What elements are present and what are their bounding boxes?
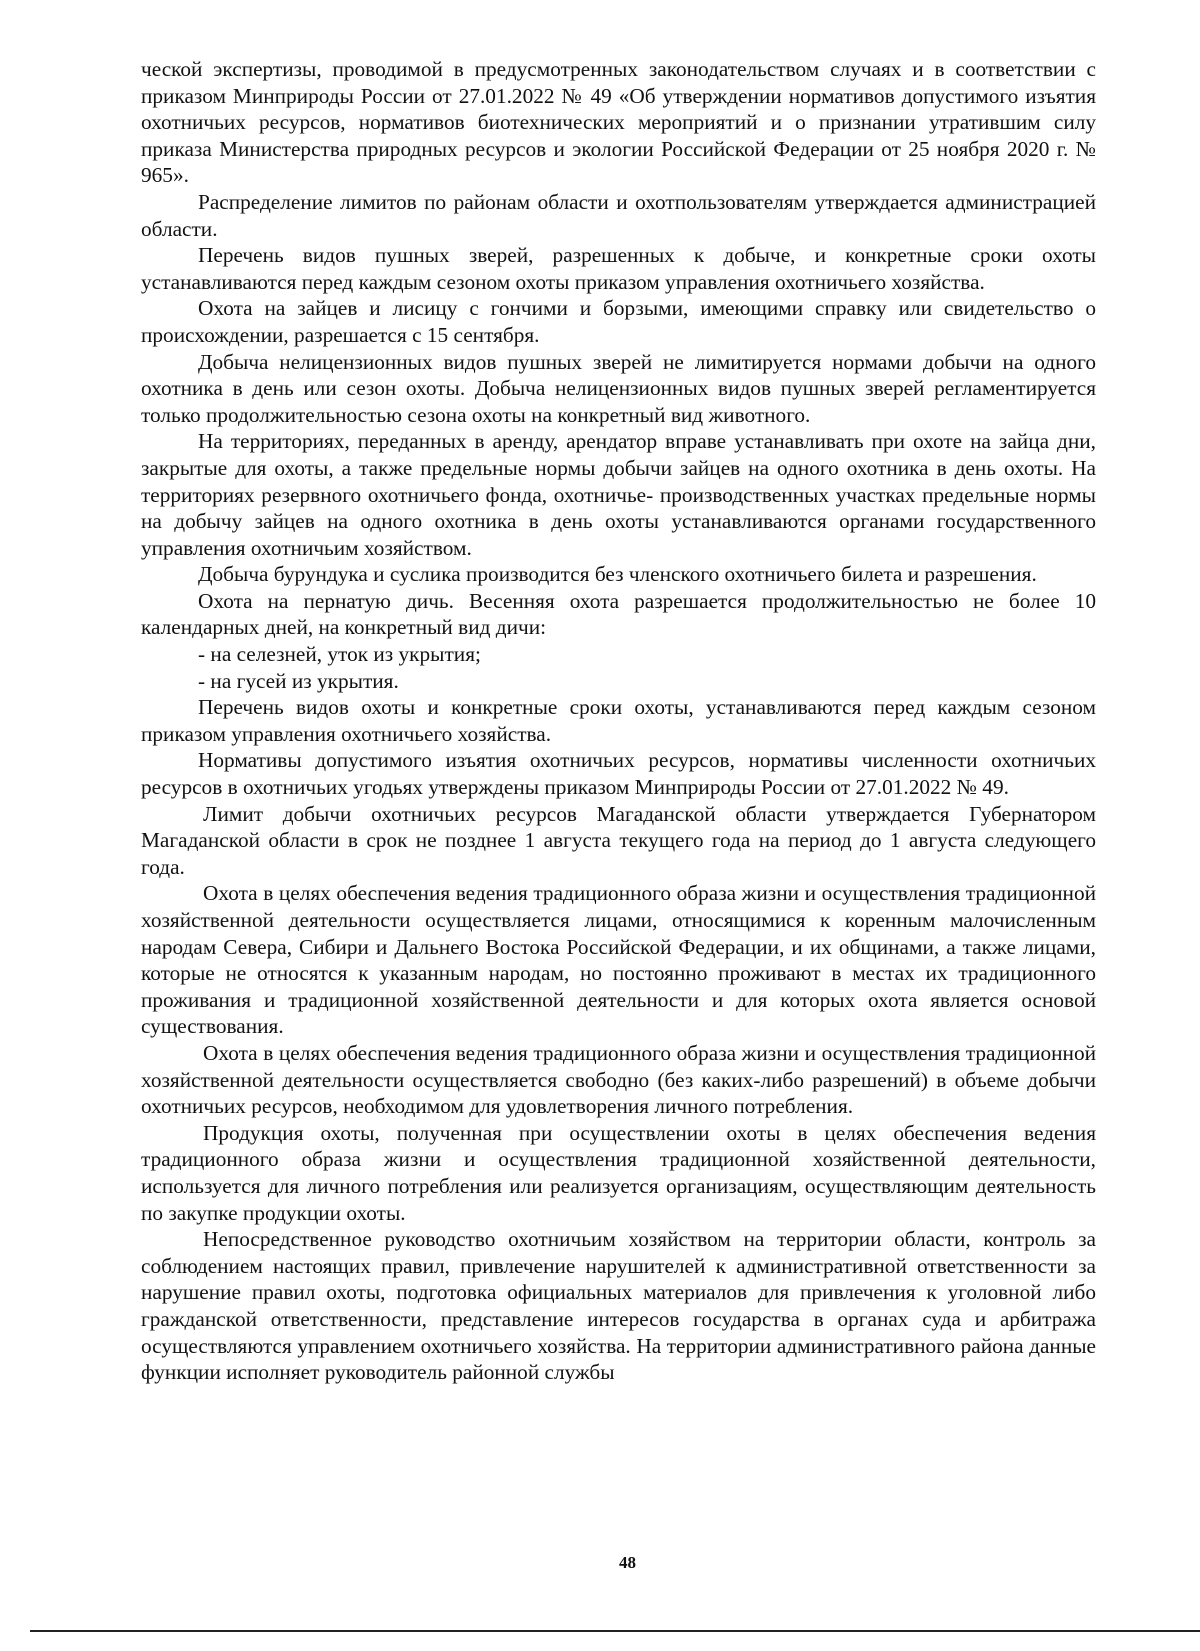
paragraph-governor-limit: Лимит добычи охотничьих ресурсов Магаданской области утверждается Губернатором Магаданской области в срок не позднее 1 августа текущего года на период до 1 августа следующего года. — [141, 801, 1096, 879]
paragraph-hunting-products: Продукция охоты, полученная при осуществлении охоты в целях обеспечения ведения традиционного образа жизни и осуществления традиционной хозяйственной деятельности, используется для личного потребления или реализуется организациям, осуществляющим деятельность по закупке продукции охоты. — [141, 1120, 1096, 1225]
list-item-drakes-ducks: - на селезней, уток из укрытия; — [198, 642, 481, 667]
page-number: 48 — [619, 1553, 636, 1572]
paragraph-chipmunk-gopher: Добыча бурундука и суслика производится без членского охотничьего билета и разрешения. — [198, 562, 1037, 587]
list-item-geese: - на гусей из укрытия. — [198, 668, 399, 693]
document-body — [141, 56, 1096, 1386]
scan-bottom-edge-line — [30, 1630, 1200, 1632]
paragraph-withdrawal-norms: Нормативы допустимого изъятия охотничьих ресурсов, нормативы численности охотничьих ресурсов в охотничьих угодьях утверждены приказом Минприроды России от 27.01.2022 № 49. — [141, 748, 1096, 800]
paragraph-feathered-game: Охота на пернатую дичь. Весенняя охота разрешается продолжительностью не более 10 календарных дней, на конкретный вид дичи: — [141, 588, 1096, 640]
paragraph-limits-distribution: Распределение лимитов по районам области и охотпользователям утверждается администрацией области. — [141, 189, 1096, 241]
paragraph-leased-territories: На территориях, переданных в аренду, арендатор вправе устанавливать при охоте на зайца дни, закрытые для охоты, а также предельные нормы добычи зайцев на одного охотника в день охоты. На территориях резервного охотничьего фонда, охотничье- производственных участках предельные нормы на добычу зайцев на одного охотника в день охоты устанавливаются органами государственного управления охотничьим хозяйством. — [141, 429, 1096, 560]
paragraph-hunting-types-terms: Перечень видов охоты и конкретные сроки охоты, устанавливаются перед каждым сезоном приказом управления охотничьего хозяйства. — [141, 695, 1096, 746]
paragraph-management: Непосредственное руководство охотничьим хозяйством на территории области, контроль за соблюдением настоящих правил, привлечение нарушителей к административной ответственности за нарушение правил охоты, подготовка официальных материалов для привлечения к уголовной либо гражданской ответственности, представление интересов государства в органах суда и арбитража осуществляются управлением охотничьего хозяйства. На территории административного района данные функции исполняет руководитель районной службы — [141, 1227, 1096, 1385]
paragraph-unlicensed-species: Добыча нелицензионных видов пушных зверей не лимитируется нормами добычи на одного охотника в день или сезон охоты. Добыча нелицензионных видов пушных зверей регламентируется только продолжительностью сезона охоты на конкретный вид животного. — [141, 349, 1096, 427]
paragraph-traditional-hunting-persons: Охота в целях обеспечения ведения традиционного образа жизни и осуществления традиционной хозяйственной деятельности осуществляется лицами, относящимися к коренным малочисленным народам Севера, Сибири и Дальнего Востока Российской Федерации, и их общинами, а также лицами, которые не относятся к указанным народам, но постоянно проживают в местах их традиционного проживания и традиционной хозяйственной деятельности и для которых охота является основой существования. — [141, 881, 1096, 1039]
paragraph-fur-species-list: Перечень видов пушных зверей, разрешенных к добыче, и конкретные сроки охоты устанавливаются перед каждым сезоном охоты приказом управления охотничьего хозяйства. — [141, 243, 1096, 294]
paragraph-hare-fox-hunting: Охота на зайцев и лисицу с гончими и борзыми, имеющими справку или свидетельство о происхождении, разрешается с 15 сентября. — [141, 296, 1096, 347]
paragraph-continuation: ческой экспертизы, проводимой в предусмотренных законодательством случаях и в соответствии с приказом Минприроды России от 27.01.2022 № 49 «Об утверждении нормативов допустимого изъятия охотничьих ресурсов, нормативов биотехнических мероприятий и о признании утратившим силу приказа Министерства природных ресурсов и экологии Российской Федерации от 25 ноября 2020 г. № 965». — [141, 57, 1096, 188]
paragraph-traditional-hunting-free: Охота в целях обеспечения ведения традиционного образа жизни и осуществления традиционной хозяйственной деятельности осуществляется свободно (без каких-либо разрешений) в объеме добычи охотничьих ресурсов, необходимом для удовлетворения личного потребления. — [141, 1040, 1096, 1119]
